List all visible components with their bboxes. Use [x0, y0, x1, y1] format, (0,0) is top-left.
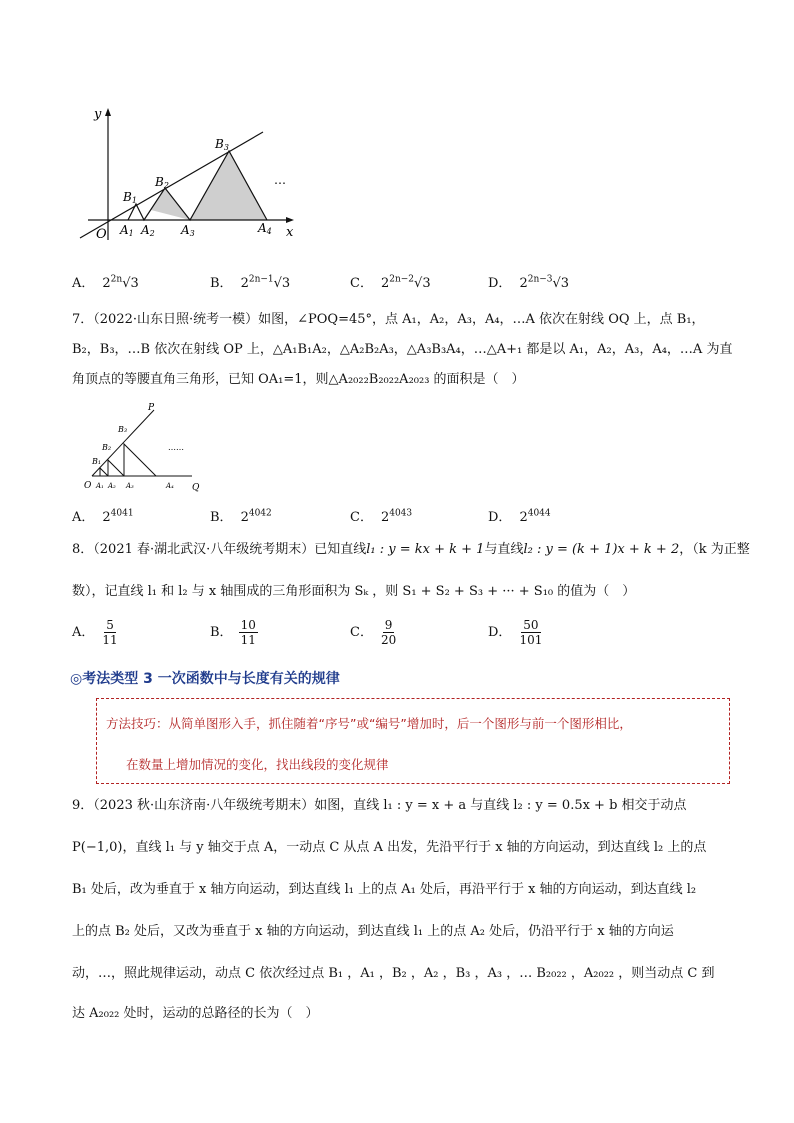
section-3-title: ◎考法类型 3 一次函数中与长度有关的规律	[70, 671, 340, 687]
label-p: P	[148, 403, 155, 413]
q7-option-a[interactable]: A． $2^{4041}$	[72, 508, 134, 525]
label-a4: A₄	[166, 482, 174, 490]
q9-line-5: 动，…，照此规律运动，动点 C 依次经过点 B₁ ，A₁ ，B₂ ，A₂ ，B₃ ，A₃ ，… B₂₀₂₂ ，A₂₀₂₂ ，则当动点 C 到	[72, 966, 715, 981]
x-axis-arrow	[286, 217, 294, 223]
label-b3: B3	[215, 137, 229, 152]
q8-option-b[interactable]: B． $\frac{10}{11}$	[210, 618, 256, 647]
q6-option-c[interactable]: C． $2^{2n-2}√3$	[350, 274, 431, 291]
q6-option-d[interactable]: D． $2^{2n-3}√3$	[488, 274, 570, 291]
label-a4: A4	[258, 221, 272, 236]
triangle-3	[124, 444, 156, 476]
q9-line-1: 9．（2023 秋·山东济南·八年级统考期末）如图，直线 l₁ : y = x + a 与直线 l₂ : y = 0.5x + b 相交于动点	[72, 798, 687, 813]
q7-line-1: 7．（2022·山东日照·统考一模）如图，∠POQ=45°，点 A₁，A₂，A₃，A₄，…A 依次在射线 OQ 上，点 B₁，	[72, 312, 705, 327]
label-a1: A1	[120, 223, 134, 238]
label-q: Q	[192, 483, 200, 493]
q8-line-2: 数），记直线 l₁ 和 l₂ 与 x 轴围成的三角形面积为 Sₖ ，则 S₁ + S₂ + S₃ + ··· + S₁₀ 的值为（ ）	[72, 584, 636, 599]
q9-line-6: 达 A₂₀₂₂ 处时，运动的总路径的长为（ ）	[72, 1006, 319, 1021]
q8-option-d[interactable]: D． $\frac{50}{101}$	[488, 618, 543, 647]
label-b2: B2	[155, 175, 169, 190]
q9-line-3: B₁ 处后，改为垂直于 x 轴方向运动，到达直线 l₁ 上的点 A₁ 处后，再沿平行于 x 轴的方向运动，到达直线 l₂	[72, 882, 697, 897]
q7-line-2: B₂，B₃，…B 依次在射线 OP 上，△A₁B₁A₂，△A₂B₂A₃，△A₃B₃A₄，…△A+₁ 都是以 A₁，A₂，A₃，A₄，…A 为直	[72, 342, 733, 357]
label-o: O	[84, 481, 92, 491]
y-label: y	[94, 107, 102, 122]
q7-option-d[interactable]: D． $2^{4044}$	[488, 508, 551, 525]
q8-option-a[interactable]: A． $\frac{5}{11}$	[72, 618, 118, 647]
figure-triangles-axes	[70, 100, 310, 250]
y-axis-arrow	[105, 108, 111, 116]
triangle-1	[100, 468, 108, 476]
q9-line-4: 上的点 B₂ 处后，又改为垂直于 x 轴的方向运动，到达直线 l₁ 上的点 A₂ 处后，仍沿平行于 x 轴的方向运	[72, 924, 674, 939]
x-label: x	[286, 225, 294, 240]
shaded-triangle-3	[190, 151, 267, 220]
origin-label: O	[96, 227, 107, 242]
label-a2: A2	[141, 223, 155, 238]
q7-option-b[interactable]: B． $2^{4042}$	[210, 508, 272, 525]
q7-line-3: 角顶点的等腰直角三角形，已知 OA₁=1，则△A₂₀₂₂B₂₀₂₂A₂₀₂₃ 的面积是（ ）	[72, 372, 525, 387]
q8-option-c[interactable]: C． $\frac{9}{20}$	[350, 618, 397, 647]
label-b1: B1	[123, 190, 137, 205]
label-b1: B₁	[92, 457, 102, 466]
q6-option-b[interactable]: B． $2^{2n-1}√3$	[210, 274, 291, 291]
label-a3: A₃	[126, 482, 134, 490]
triangle-2	[108, 460, 124, 476]
method-tip-line-1: 方法技巧：从简单图形入手，抓住随着“序号”或“编号”增加时，后一个图形与前一个图形相比，	[106, 716, 632, 731]
label-a3: A3	[181, 223, 195, 238]
method-tip-line-2: 在数量上增加情况的变化，找出线段的变化规律	[126, 757, 389, 772]
q7-option-c[interactable]: C． $2^{4043}$	[350, 508, 413, 525]
q9-line-2: P(−1,0)，直线 l₁ 与 y 轴交于点 A，一动点 C 从点 A 出发，先沿平行于 x 轴的方向运动，到达直线 l₂ 上的点	[72, 840, 707, 855]
label-b3: B₃	[118, 425, 128, 434]
q6-option-a[interactable]: A． $2^{2n}√3$	[72, 274, 139, 291]
label-a2: A₂	[108, 482, 116, 490]
q8-line-1: 8．（2021 春·湖北武汉·八年级统考期末）已知直线l₁ : y = kx + k + 1与直线l₂ : y = (k + 1)x + k + 2，（k 为正整	[72, 542, 750, 557]
label-b2: B₂	[102, 443, 112, 452]
dots: ……	[168, 443, 184, 452]
ellipsis: …	[274, 173, 286, 187]
label-a1: A₁	[96, 482, 104, 490]
figure-q7-triangles	[80, 398, 210, 494]
